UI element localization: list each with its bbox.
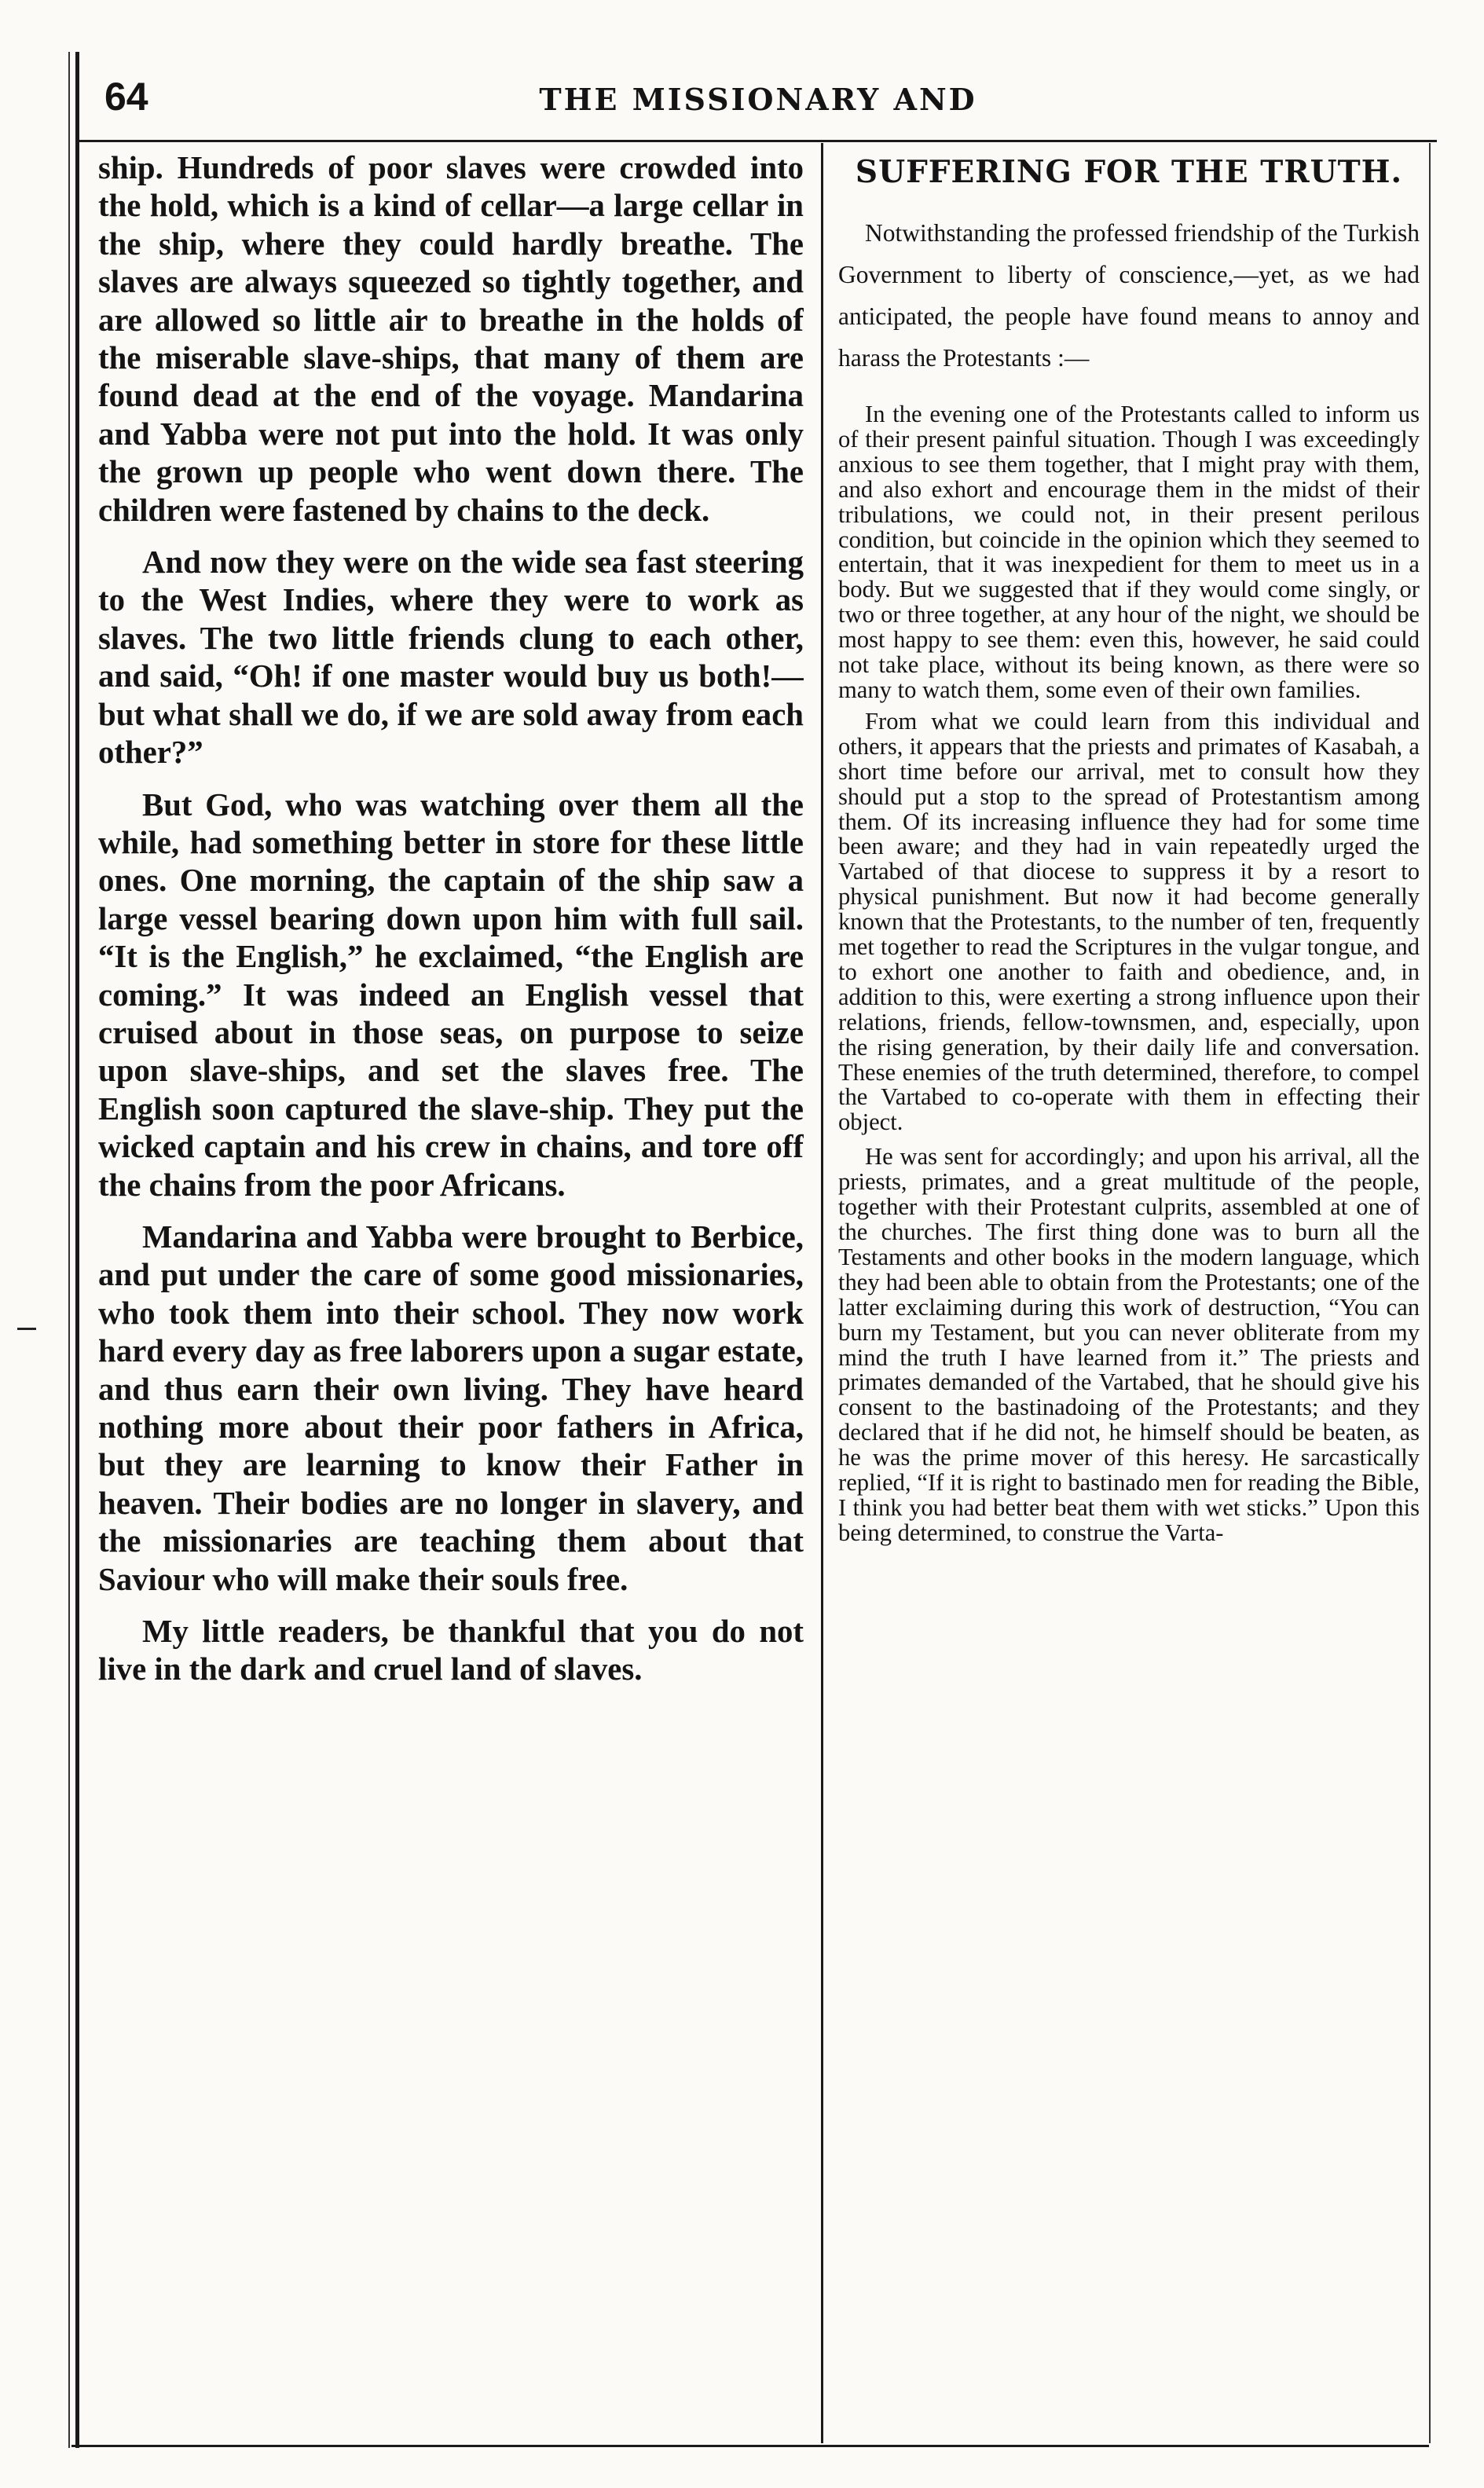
left-paragraph-4: Mandarina and Yabba were brought to Berbice, and put under the care of some good missionaries, who took them into their school. They now work hard every day as free laborers upon a sugar estate, and thus earn their own living. They have heard nothing more about their poor fathers in Africa, but they are learning to know their Father in heaven. Their bodies are no longer in slavery, and the missionaries are teaching them about that Saviour who will make their souls free. [98, 1218, 804, 1597]
page-number: 64 [104, 75, 148, 119]
left-column [98, 149, 804, 2435]
left-paragraph-5: My little readers, be thankful that you do not live in the dark and cruel land of slaves. [98, 1614, 804, 1687]
right-paragraph-3: He was sent for accordingly; and upon his arrival, all the priests, primates, and a great multitude of the people, together with their Protestant culprits, assembled at one of the churches. The first thing done was to burn all the Testaments and other books in the modern language, which they had been able to obtain from the Protestants; one of the latter exclaiming during this work of destruction, “You can burn my Testament, but you can never obliterate from my mind the truth I have learned from it.” The priests and primates demanded of the Vartabed, that he should give his consent to the bastinadoing of the Protestants; and they declared that if he did not, he himself should be beaten, as he was the prime mover of this heresy. He sarcastically replied, “If it is right to bastinado men for reading the Bible, I think you had better beat them with wet sticks.” Upon this being determined, to construe the Varta- [838, 1143, 1420, 1546]
right-column [838, 149, 1420, 2435]
column-divider [821, 143, 823, 2443]
page-frame [75, 52, 1437, 2448]
header-title: THE MISSIONARY AND [539, 82, 977, 117]
right-paragraph-1: In the evening one of the Protestants called to inform us of their present painful situation. Though I was exceedingly anxious to see them together, that I might pray with them, and also exhort and encourage them in the midst of their tribulations, we could not, in their present perilous condition, but coincide in the opinion which they seemed to entertain, that it was inexpedient for them to meet us in a body. But we suggested that if they would come singly, or two or three together, at any hour of the night, we should be most happy to see them: even this, however, he said could not take place, without its being known, as there were so many to watch them, some even of their own families. [838, 401, 1420, 703]
margin-mark [17, 1328, 36, 1330]
article-title: SUFFERING FOR THE TRUTH. [855, 154, 1403, 190]
bottom-rule [71, 2445, 1429, 2447]
running-head [79, 64, 1437, 142]
left-paragraph-1: ship. Hundreds of poor slaves were crowded into the hold, which is a kind of cellar—a large cellar in the ship, where they could hardly breathe. The slaves are always squeezed so tightly together, and are allowed so little air to breathe in the holds of the miserable slave-ships, that many of them are found dead at the end of the voyage. Mandarina and Yabba were not put into the hold. It was only the grown up people who went down there. The children were fastened by chains to the deck. [98, 150, 804, 528]
left-paragraph-2: And now they were on the wide sea fast steering to the West Indies, where they were to work as slaves. The two little friends clung to each other, and said, “Oh! if one master would buy us both!—but what shall we do, if we are sold away from each other?” [98, 544, 804, 771]
article-intro: Notwithstanding the professed friendship of the Turkish Government to liberty of conscience,—yet, as we had anticipated, the people have found means to annoy and harass the Protestants :— [838, 219, 1420, 372]
left-paragraph-3: But God, who was watching over them all the while, had something better in store for these little ones. One morning, the captain of the ship saw a large vessel bearing down upon him with full sail. “It is the English,” he exclaimed, “the English are coming.” It was indeed an English vessel that cruised about in those seas, on purpose to seize upon slave-ships, and set the slaves free. The English soon captured the slave-ship. They put the wicked captain and his crew in chains, and tore off the chains from the poor Africans. [98, 786, 804, 1203]
right-paragraph-2: From what we could learn from this individual and others, it appears that the priests and primates of Kasabah, a short time before our arrival, met to consult how they should put a stop to the spread of Protestantism among them. Of its increasing influence they had for some time been aware; and they had in vain repeatedly urged the Vartabed of that diocese to suppress it by a resort to physical punishment. But now it had become generally known that the Protestants, to the number of ten, frequently met together to read the Scriptures in the vulgar tongue, and to exhort one another to faith and obedience, and, in addition to this, were exerting a strong influence upon their relations, friends, fellow-townsmen, and, especially, upon the rising generation, by their daily life and conversation. These enemies of the truth determined, therefore, to compel the Vartabed to co-operate with them in effecting their object. [838, 707, 1420, 1136]
right-border [1429, 143, 1431, 2443]
